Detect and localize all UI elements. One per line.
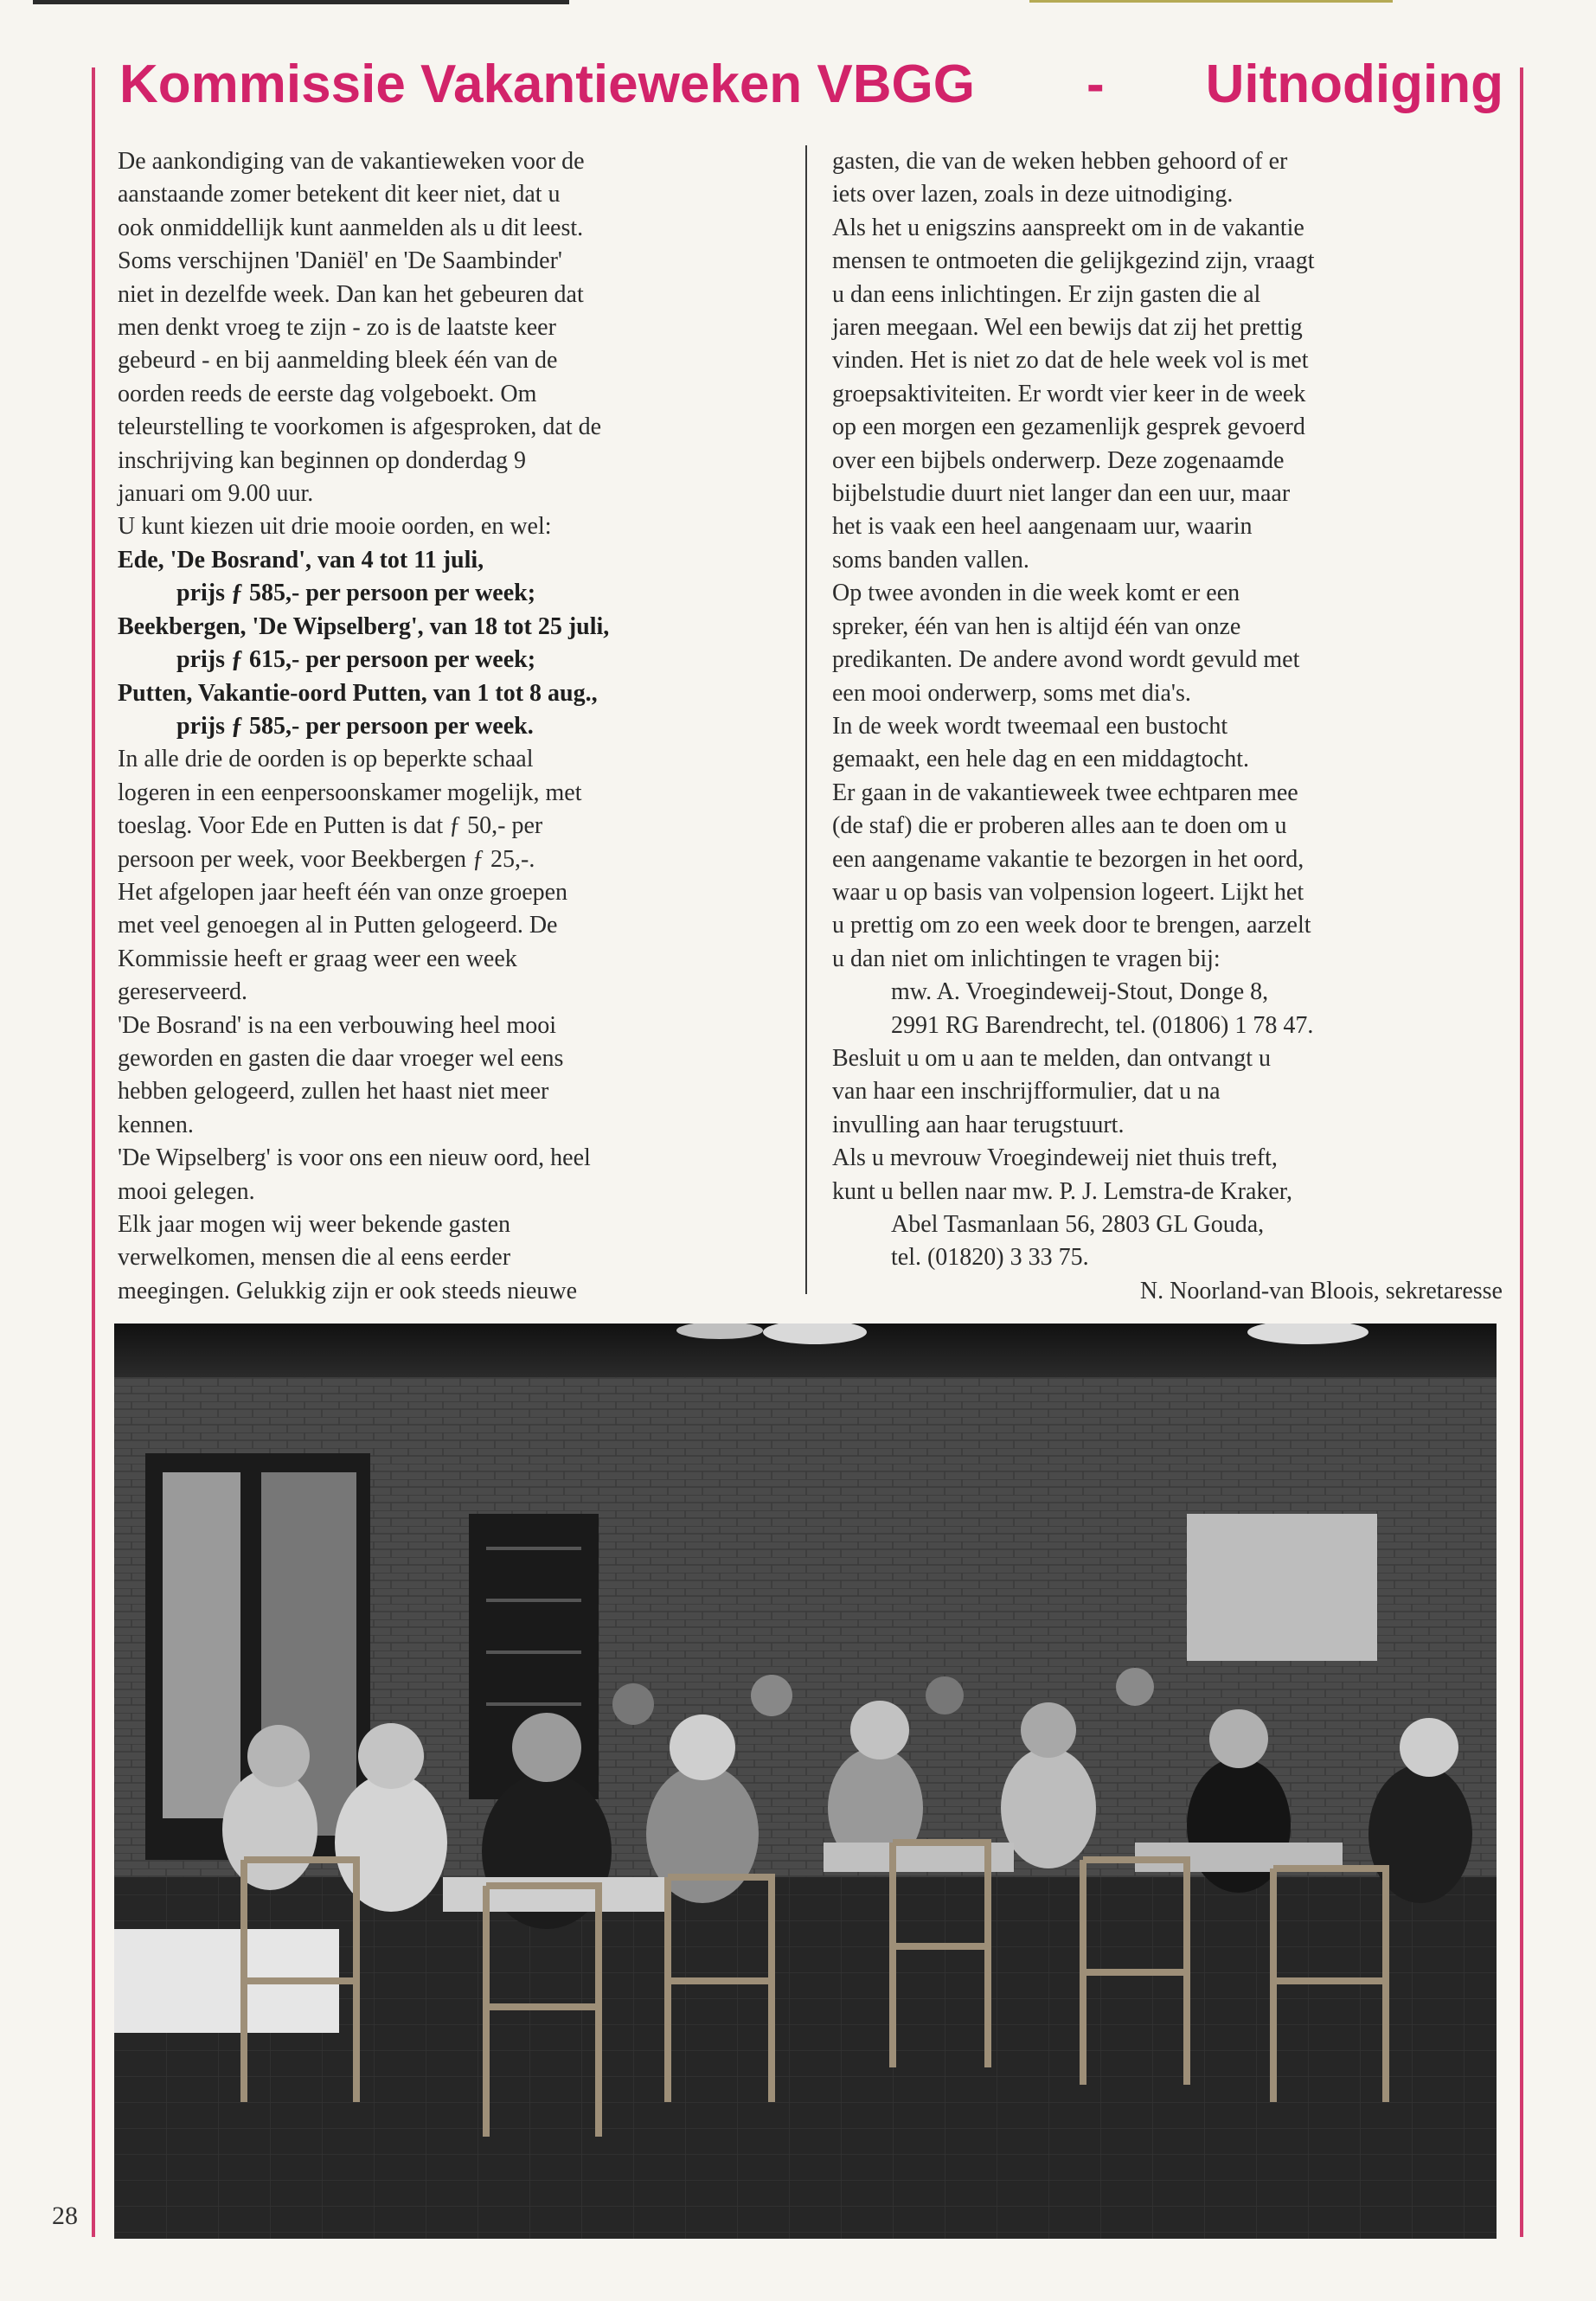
text-line: gereserveerd. bbox=[118, 978, 248, 1006]
text-line: aanstaande zomer betekent dit keer niet, dat u bbox=[118, 181, 561, 208]
top-rule-accent bbox=[1029, 0, 1393, 3]
destination-ede: Ede, 'De Bosrand', van 4 tot 11 juli, bbox=[118, 546, 484, 574]
contact-name-1: mw. A. Vroegindeweij-Stout, Donge 8, bbox=[891, 978, 1269, 1006]
text-line: over een bijbels onderwerp. Deze zogenaamde bbox=[832, 446, 1285, 474]
top-rule bbox=[33, 0, 569, 4]
frame-rule-right bbox=[1520, 67, 1523, 2237]
text-line: inschrijving kan beginnen op donderdag 9 bbox=[118, 446, 527, 474]
text-line: Er gaan in de vakantieweek twee echtparen mee bbox=[832, 779, 1298, 806]
page-number: 28 bbox=[52, 2202, 78, 2230]
text-line: een aangename vakantie te bezorgen in het oord, bbox=[832, 845, 1304, 873]
text-line: Als u mevrouw Vroegindeweij niet thuis treft, bbox=[832, 1144, 1278, 1172]
photo-illustration bbox=[114, 1324, 1497, 2239]
article-column-right bbox=[832, 145, 1503, 1308]
page-title bbox=[119, 54, 1503, 131]
text-line: Soms verschijnen 'Daniël' en 'De Saambinder' bbox=[118, 247, 562, 275]
text-line: vinden. Het is niet zo dat de hele week vol is met bbox=[832, 347, 1309, 375]
text-line: met veel genoegen al in Putten gelogeerd. De bbox=[118, 912, 558, 939]
group-photo bbox=[114, 1324, 1497, 2239]
text-line: januari om 9.00 uur. bbox=[118, 480, 314, 508]
text-line: men denkt vroeg te zijn - zo is de laatste keer bbox=[118, 314, 556, 342]
contact-address-2: Abel Tasmanlaan 56, 2803 GL Gouda, bbox=[891, 1211, 1265, 1238]
projection-screen bbox=[1187, 1514, 1377, 1661]
text-line: u prettig om zo een week door te brengen, aarzelt bbox=[832, 912, 1311, 939]
text-line: Op twee avonden in die week komt er een bbox=[832, 580, 1240, 607]
text-line: soms banden vallen. bbox=[832, 546, 1029, 574]
price-ede: prijs ƒ 585,- per persoon per week; bbox=[176, 580, 536, 607]
text-line: predikanten. De andere avond wordt gevuld met bbox=[832, 646, 1300, 674]
title-separator: - bbox=[1086, 54, 1105, 114]
text-line: teleurstelling te voorkomen is afgesproken, dat de bbox=[118, 413, 602, 441]
text-line: U kunt kiezen uit drie mooie oorden, en wel: bbox=[118, 513, 552, 541]
text-line: jaren meegaan. Wel een bewijs dat zij het prettig bbox=[832, 314, 1303, 342]
column-divider bbox=[805, 145, 807, 1294]
contact-phone-2: tel. (01820) 3 33 75. bbox=[891, 1244, 1089, 1272]
text-line: 'De Bosrand' is na een verbouwing heel mooi bbox=[118, 1011, 556, 1039]
text-line: invulling aan haar terugstuurt. bbox=[832, 1111, 1125, 1138]
text-line: logeren in een eenpersoonskamer mogelijk, met bbox=[118, 779, 582, 806]
text-line: gebeurd - en bij aanmelding bleek één van de bbox=[118, 347, 558, 375]
text-line: kunt u bellen naar mw. P. J. Lemstra-de Kraker, bbox=[832, 1177, 1293, 1205]
text-line: persoon per week, voor Beekbergen ƒ 25,-. bbox=[118, 845, 535, 873]
text-line: Het afgelopen jaar heeft één van onze groepen bbox=[118, 878, 568, 906]
signature: N. Noorland-van Bloois, sekretaresse bbox=[1139, 1277, 1503, 1304]
text-line: het is vaak een heel aangenaam uur, waarin bbox=[832, 513, 1253, 541]
price-beekbergen: prijs ƒ 615,- per persoon per week; bbox=[176, 646, 536, 674]
title-invitation: Uitnodiging bbox=[1205, 54, 1503, 114]
text-line: kennen. bbox=[118, 1111, 194, 1138]
text-line: meegingen. Gelukkig zijn er ook steeds nieuwe bbox=[118, 1277, 578, 1304]
text-line: groepsaktiviteiten. Er wordt vier keer in de week bbox=[832, 380, 1306, 407]
text-line: gemaakt, een hele dag en een middagtocht. bbox=[832, 746, 1250, 773]
destination-beekbergen: Beekbergen, 'De Wipselberg', van 18 tot 25 juli, bbox=[118, 612, 610, 640]
destination-putten: Putten, Vakantie-oord Putten, van 1 tot 8 aug., bbox=[118, 679, 598, 707]
article-column-left bbox=[118, 145, 784, 1308]
text-line: In de week wordt tweemaal een bustocht bbox=[832, 712, 1228, 740]
text-line: (de staf) die er proberen alles aan te doen om u bbox=[832, 812, 1287, 840]
title-main: Kommissie Vakantieweken VBGG bbox=[119, 54, 975, 114]
text-line: Als het u enigszins aanspreekt om in de vakantie bbox=[832, 214, 1304, 241]
text-line: u dan niet om inlichtingen te vragen bij: bbox=[832, 945, 1221, 972]
text-line: oorden reeds de eerste dag volgeboekt. Om bbox=[118, 380, 537, 407]
text-line: mooi gelegen. bbox=[118, 1177, 255, 1205]
text-line: van haar een inschrijfformulier, dat u na bbox=[832, 1078, 1221, 1106]
text-line: De aankondiging van de vakantieweken voor de bbox=[118, 148, 585, 175]
frame-rule-left bbox=[92, 67, 95, 2237]
contact-address-1: 2991 RG Barendrecht, tel. (01806) 1 78 47. bbox=[891, 1011, 1314, 1039]
text-line: ook onmiddellijk kunt aanmelden als u dit leest. bbox=[118, 214, 584, 241]
text-line: verwelkomen, mensen die al eens eerder bbox=[118, 1244, 511, 1272]
text-line: Elk jaar mogen wij weer bekende gasten bbox=[118, 1211, 511, 1238]
text-line: een mooi onderwerp, soms met dia's. bbox=[832, 679, 1191, 707]
text-line: u dan eens inlichtingen. Er zijn gasten die al bbox=[832, 280, 1261, 308]
text-line: Besluit u om u aan te melden, dan ontvangt u bbox=[832, 1044, 1272, 1072]
text-line: geworden en gasten die daar vroeger wel eens bbox=[118, 1044, 564, 1072]
text-line: spreker, één van hen is altijd één van onze bbox=[832, 612, 1241, 640]
text-line: waar u op basis van volpension logeert. Lijkt het bbox=[832, 878, 1304, 906]
text-line: op een morgen een gezamenlijk gesprek gevoerd bbox=[832, 413, 1305, 441]
text-line: 'De Wipselberg' is voor ons een nieuw oord, heel bbox=[118, 1144, 591, 1172]
text-line: bijbelstudie duurt niet langer dan een uur, maar bbox=[832, 480, 1291, 508]
text-line: gasten, die van de weken hebben gehoord of er bbox=[832, 148, 1288, 175]
price-putten: prijs ƒ 585,- per persoon per week. bbox=[176, 712, 534, 740]
text-line: iets over lazen, zoals in deze uitnodiging. bbox=[832, 181, 1234, 208]
door-glass bbox=[163, 1472, 240, 1818]
text-line: toeslag. Voor Ede en Putten is dat ƒ 50,- per bbox=[118, 812, 543, 840]
text-line: hebben gelogeerd, zullen het haast niet meer bbox=[118, 1078, 549, 1106]
text-line: mensen te ontmoeten die gelijkgezind zijn, vraagt bbox=[832, 247, 1315, 275]
text-line: In alle drie de oorden is op beperkte schaal bbox=[118, 746, 534, 773]
text-line: Kommissie heeft er graag weer een week bbox=[118, 945, 517, 972]
text-line: niet in dezelfde week. Dan kan het gebeuren dat bbox=[118, 280, 584, 308]
